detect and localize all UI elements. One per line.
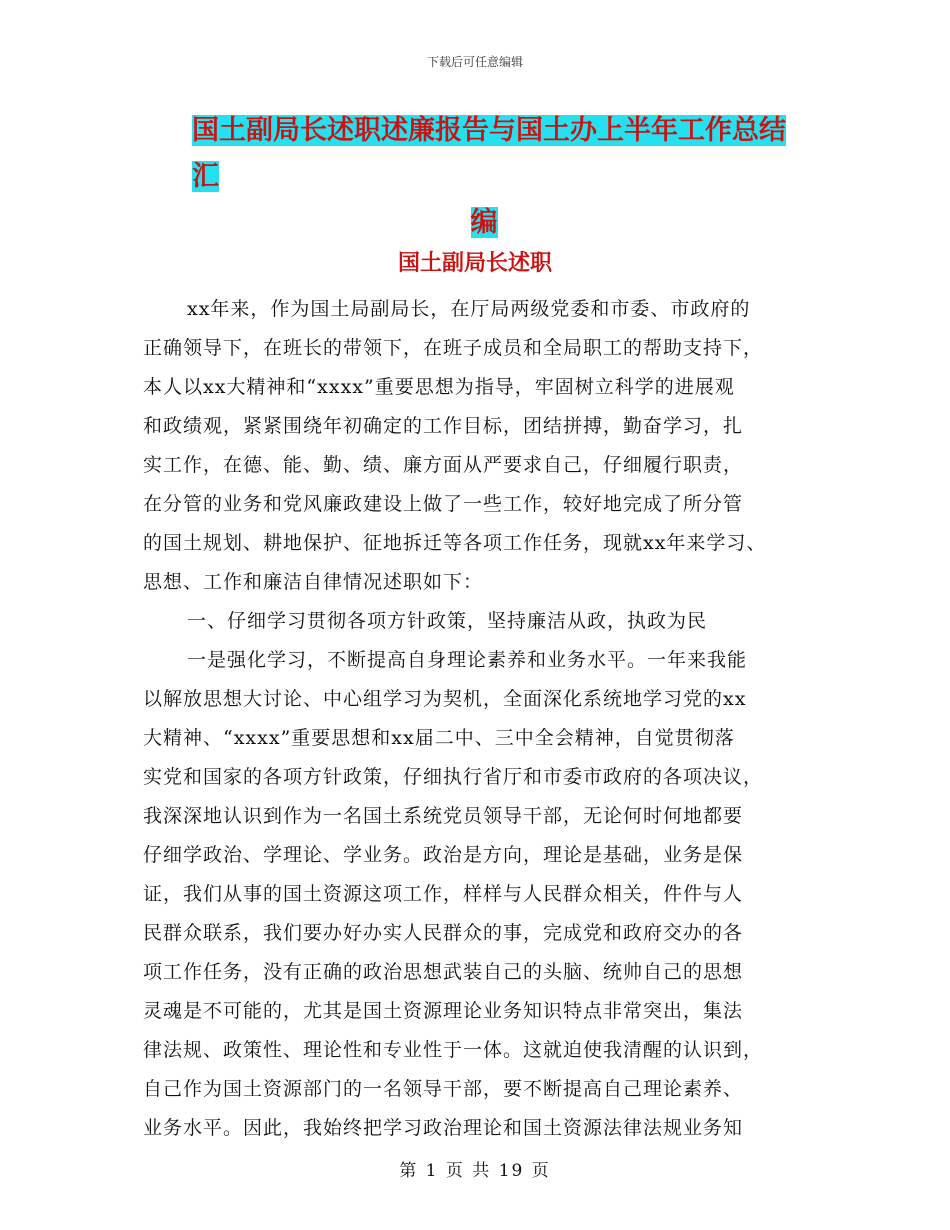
document-title-line-2: 编 <box>470 207 498 238</box>
paragraph-line: 正确领导下，在班长的带领下，在班子成员和全局职工的帮助支持下， <box>143 337 764 359</box>
paragraph-line: 在分管的业务和党风廉政建设上做了一些工作，较好地完成了所分管 <box>143 493 744 515</box>
paragraph-line: 民群众联系，我们要办好办实人民群众的事，完成党和政府交办的各 <box>143 922 744 944</box>
paragraph-line: 项工作任务，没有正确的政治思想武装自己的头脑、统帅自己的思想 <box>143 961 744 983</box>
paragraph-line: 律法规、政策性、理论性和专业性于一体。这就迫使我清醒的认识到， <box>143 1039 764 1061</box>
paragraph-line: 我深深地认识到作为一名国土系统党员领导干部，无论何时何地都要 <box>143 805 744 827</box>
page-footer: 第 1 页 共 19 页 <box>399 1161 551 1181</box>
paragraph-line: xx年来，作为国土局副局长，在厅局两级党委和市委、市政府的 <box>187 298 751 320</box>
section-title: 国土副局长述职 <box>397 251 552 276</box>
header-note: 下载后可任意编辑 <box>426 55 523 69</box>
document-title-line-1: 国土副局长述职述廉报告与国土办上半年工作总结汇 <box>192 115 786 192</box>
paragraph-line: 实党和国家的各项方针政策，仔细执行省厅和市委市政府的各项决议， <box>143 766 764 788</box>
paragraph-line: 仔细学政治、学理论、学业务。政治是方向，理论是基础，业务是保 <box>143 844 744 866</box>
paragraph-line: 以解放思想大讨论、中心组学习为契机，全面深化系统地学习党的xx <box>143 688 747 710</box>
document-title <box>190 108 810 246</box>
paragraph-line: 自己作为国土资源部门的一名领导干部，要不断提高自己理论素养、 <box>143 1078 744 1100</box>
paragraph-line: 的国土规划、耕地保护、征地拆迁等各项工作任务，现就xx年来学习、 <box>143 532 767 554</box>
paragraph-line: 一是强化学习，不断提高自身理论素养和业务水平。一年来我能 <box>187 649 748 671</box>
paragraph-line: 和政绩观，紧紧围绕年初确定的工作目标，团结拼搏，勤奋学习，扎 <box>143 415 744 437</box>
paragraph-line: 本人以xx大精神和“xxxx”重要思想为指导，牢固树立科学的进展观 <box>143 376 735 398</box>
paragraph-line: 业务水平。因此，我始终把学习政治理论和国土资源法律法规业务知 <box>143 1117 744 1139</box>
paragraph-line: 一、仔细学习贯彻各项方针政策，坚持廉洁从政，执政为民 <box>187 610 708 632</box>
paragraph-line: 实工作，在德、能、勤、绩、廉方面从严要求自己，仔细履行职责， <box>143 454 744 476</box>
paragraph-line: 灵魂是不可能的，尤其是国土资源理论业务知识特点非常突出，集法 <box>143 1000 744 1022</box>
paragraph-line: 大精神、“xxxx”重要思想和xx届二中、三中全会精神，自觉贯彻落 <box>143 727 735 749</box>
paragraph-line: 思想、工作和廉洁自律情况述职如下： <box>143 571 484 593</box>
body-text <box>143 290 823 1148</box>
paragraph-line: 证，我们从事的国土资源这项工作，样样与人民群众相关，件件与人 <box>143 883 744 905</box>
